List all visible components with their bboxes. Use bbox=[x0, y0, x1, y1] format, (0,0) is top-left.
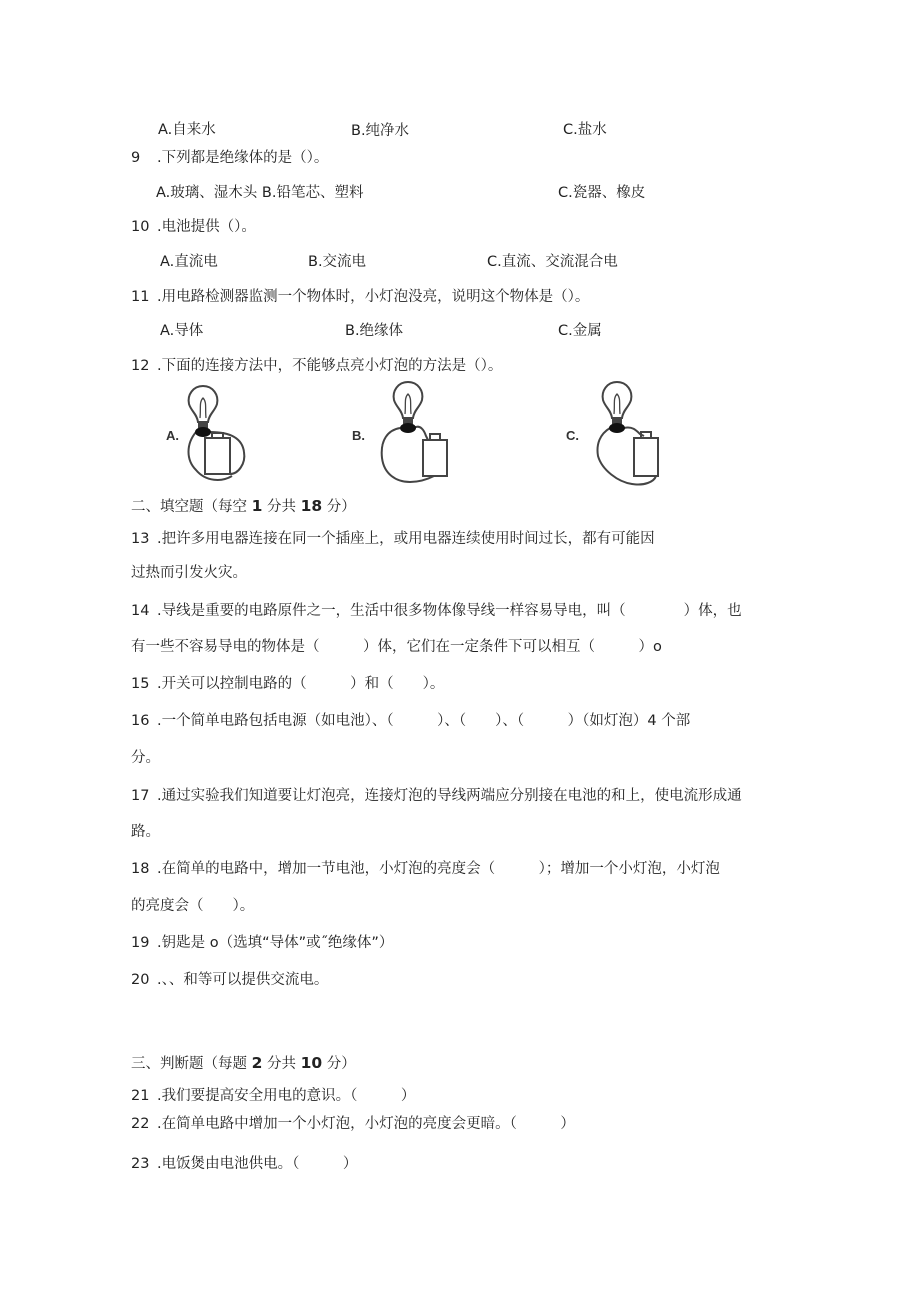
section-2-heading: 二、填空题（每空 1 分共 18 分） bbox=[131, 497, 356, 515]
question-17 bbox=[131, 786, 742, 806]
question-number: 12 bbox=[131, 358, 150, 374]
question-9 bbox=[131, 148, 328, 168]
q9-option-c: C.瓷器、橡皮 bbox=[558, 185, 646, 201]
q10-option-b: B.交流电 bbox=[308, 254, 367, 270]
question-text: .在简单电路中增加一个小灯泡，小灯泡的亮度会更暗。（ ） bbox=[157, 1116, 575, 1132]
question-number: 22 bbox=[131, 1116, 150, 1132]
q10-option-c: C.直流、交流混合电 bbox=[487, 254, 618, 270]
question-text: .钥匙是 o（选填“导体”或˝绝缘体”） bbox=[157, 935, 394, 951]
q9-option-ab: A.玻璃、湿木头 B.铅笔芯、塑料 bbox=[156, 185, 364, 201]
question-number: 19 bbox=[131, 935, 150, 951]
question-17-line2: 路。 bbox=[131, 824, 160, 840]
question-text: .电池提供（）。 bbox=[157, 219, 256, 235]
question-text: .开关可以控制电路的（ ）和（ ）。 bbox=[157, 676, 445, 692]
question-20 bbox=[131, 970, 328, 990]
question-text: .、、和等可以提供交流电。 bbox=[157, 972, 329, 988]
q11-option-c: C.金属 bbox=[558, 323, 602, 339]
question-number: 18 bbox=[131, 861, 150, 877]
question-number: 16 bbox=[131, 713, 150, 729]
question-number: 9 bbox=[131, 150, 141, 166]
question-19 bbox=[131, 933, 393, 953]
question-23 bbox=[131, 1154, 357, 1174]
q8-option-c: C.盐水 bbox=[563, 122, 607, 138]
section-3-heading: 三、判断题（每题 2 分共 10 分） bbox=[131, 1054, 356, 1072]
question-text: .用电路检测器监测一个物体时，小灯泡没亮，说明这个物体是（）。 bbox=[157, 289, 590, 305]
question-number: 20 bbox=[131, 972, 150, 988]
question-13 bbox=[131, 529, 655, 549]
figure-label-c: C. bbox=[566, 428, 579, 443]
question-text: .我们要提高安全用电的意识。（ ） bbox=[157, 1088, 416, 1104]
question-text-line1: .一个简单电路包括电源（如电池）、（ ）、（ ）、（ ）（如灯泡）4 个部 bbox=[157, 713, 691, 729]
question-18-line2: 的亮度会（ ）。 bbox=[131, 898, 255, 914]
question-11 bbox=[131, 287, 589, 307]
question-13-line2: 过热而引发火灾。 bbox=[131, 565, 247, 581]
question-22 bbox=[131, 1114, 575, 1134]
q11-option-b: B.绝缘体 bbox=[345, 323, 404, 339]
question-number: 23 bbox=[131, 1156, 150, 1172]
question-text-line1: .导线是重要的电路原件之一，生活中很多物体像导线一样容易导电，叫（ ）体，也 bbox=[157, 603, 742, 619]
q11-option-a: A.导体 bbox=[160, 323, 204, 339]
question-12 bbox=[131, 356, 502, 376]
question-number: 15 bbox=[131, 676, 150, 692]
question-number: 10 bbox=[131, 219, 150, 235]
q8-option-a: A.自来水 bbox=[158, 122, 216, 138]
q8-option-b: B.纯净水 bbox=[351, 123, 410, 139]
circuit-figure-a bbox=[160, 378, 270, 490]
q10-option-a: A.直流电 bbox=[160, 254, 218, 270]
question-number: 11 bbox=[131, 289, 150, 305]
question-text-line1: .把许多用电器连接在同一个插座上，或用电器连续使用时间过长，都有可能因 bbox=[157, 531, 655, 547]
question-10 bbox=[131, 217, 256, 237]
question-text: .下面的连接方法中，不能够点亮小灯泡的方法是（）。 bbox=[157, 358, 503, 374]
question-16 bbox=[131, 711, 690, 731]
question-number: 17 bbox=[131, 788, 150, 804]
question-number: 13 bbox=[131, 531, 150, 547]
question-14 bbox=[131, 601, 742, 621]
question-14-line2: 有一些不容易导电的物体是（ ）体，它们在一定条件下可以相互（ ）o bbox=[131, 639, 662, 655]
question-number: 21 bbox=[131, 1088, 150, 1104]
question-text-line1: .在简单的电路中，增加一节电池，小灯泡的亮度会（ ）；增加一个小灯泡，小灯泡 bbox=[157, 861, 720, 877]
figure-label-a: A. bbox=[166, 428, 179, 443]
question-number: 14 bbox=[131, 603, 150, 619]
circuit-figure-b bbox=[348, 378, 460, 490]
question-21 bbox=[131, 1086, 415, 1106]
question-18 bbox=[131, 859, 720, 879]
question-text: .下列都是绝缘体的是（）。 bbox=[157, 150, 329, 166]
circuit-figure-c bbox=[562, 378, 674, 492]
figure-label-b: B. bbox=[352, 428, 365, 443]
question-text: .电饭煲由电池供电。（ ） bbox=[157, 1156, 358, 1172]
question-text-line1: .通过实验我们知道要让灯泡亮，连接灯泡的导线两端应分别接在电池的和上，使电流形成通 bbox=[157, 788, 742, 804]
question-16-line2: 分。 bbox=[131, 750, 160, 766]
question-15 bbox=[131, 674, 444, 694]
